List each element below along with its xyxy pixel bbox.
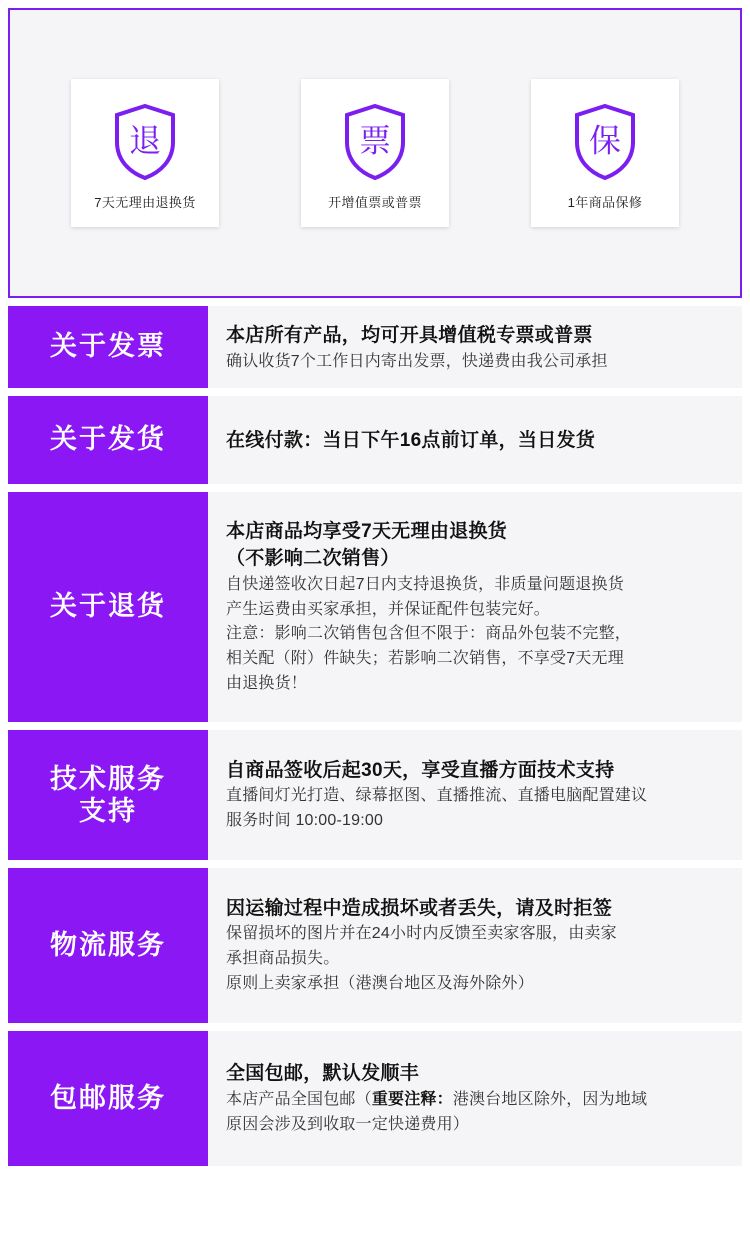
row-invoice-line2: 确认收货7个工作日内寄出发票，快递费由我公司承担: [226, 352, 608, 370]
badge-invoice: [301, 79, 449, 227]
row-logistics-line3: 承担商品损失。: [226, 950, 340, 968]
row-returns-body: [208, 492, 742, 722]
row-returns-line3: 自快递签收次日起7日内支持退换货，非质量问题退换货: [226, 575, 624, 593]
product-service-info-page: [0, 8, 750, 1258]
row-returns-line2: （不影响二次销售）: [226, 548, 400, 570]
row-tech-support-line1: 自商品签收后起30天，享受直播方面技术支持: [226, 759, 615, 781]
row-tech-support: [8, 730, 742, 860]
row-returns-label: 关于退货: [8, 492, 208, 722]
shield-icon: [341, 102, 409, 182]
row-free-shipping-body: [208, 1031, 742, 1166]
row-shipping-label: 关于发货: [8, 396, 208, 484]
row-tech-support-label-line2: 支持: [79, 796, 137, 827]
row-invoice: [8, 306, 742, 388]
row-returns-line1: 本店商品均享受7天无理由退换货: [226, 520, 508, 542]
row-free-shipping-line2: [226, 1088, 726, 1113]
row-tech-support-line3: 服务时间 10:00-19:00: [226, 812, 384, 830]
row-returns: [8, 492, 742, 722]
row-tech-support-line2: 直播间灯光打造、绿幕抠图、直播推流、直播电脑配置建议: [226, 787, 648, 805]
row-logistics-label: 物流服务: [8, 868, 208, 1023]
row-free-shipping-line1: 全国包邮，默认发顺丰: [226, 1063, 420, 1085]
row-logistics-line1: 因运输过程中造成损坏或者丢失，请及时拒签: [226, 897, 613, 919]
badge-glyph: 退: [128, 121, 162, 160]
row-shipping-body: [208, 396, 742, 484]
row-returns-line7: 由退换货！: [226, 675, 308, 693]
row-returns-line5: 注意：影响二次销售包含但不限于：商品外包装不完整，: [226, 625, 632, 643]
row-returns-line6: 相关配（附）件缺失；若影响二次销售，不享受7天无理: [226, 650, 624, 668]
row-tech-support-label: [8, 730, 208, 860]
row-logistics-line4: 原则上卖家承担（港澳台地区及海外除外）: [226, 975, 534, 993]
badge-return: [71, 79, 219, 227]
row-free-shipping-line3: 原因会涉及到收取一定快递费用）: [226, 1115, 470, 1133]
badge-caption: 1年商品保修: [567, 194, 643, 210]
row-logistics: [8, 868, 742, 1023]
row-invoice-label: 关于发票: [8, 306, 208, 388]
row-tech-support-label-line1: 技术服务: [50, 763, 166, 794]
row-free-shipping-label: 包邮服务: [8, 1031, 208, 1166]
row-free-shipping: [8, 1031, 742, 1166]
shield-icon: [571, 102, 639, 182]
row-invoice-body: [208, 306, 742, 388]
row-free-shipping-line2-part2: 港澳台地区除外，因为地域: [452, 1090, 648, 1108]
row-tech-support-body: [208, 730, 742, 860]
badge-caption: 开增值票或普票: [328, 194, 422, 210]
service-badges-panel: [8, 8, 742, 298]
badge-caption: 7天无理由退换货: [94, 194, 196, 210]
shield-icon: [111, 102, 179, 182]
row-logistics-line2: 保留损坏的图片并在24小时内反馈至卖家客服，由卖家: [226, 925, 617, 943]
row-returns-line4: 产生运费由买家承担，并保证配件包装完好。: [226, 600, 551, 618]
row-free-shipping-line2-emphasis: 重要注释：: [371, 1090, 453, 1108]
row-shipping: [8, 396, 742, 484]
row-logistics-body: [208, 868, 742, 1023]
service-rows: [8, 306, 742, 1166]
badge-warranty: [531, 79, 679, 227]
row-free-shipping-line2-part1: 本店产品全国包邮（: [226, 1090, 372, 1108]
badge-glyph: 票: [358, 121, 392, 160]
row-shipping-line1: 在线付款：当日下午16点前订单，当日发货: [226, 429, 596, 451]
row-invoice-line1: 本店所有产品，均可开具增值税专票或普票: [226, 325, 593, 346]
badge-glyph: 保: [588, 121, 622, 160]
